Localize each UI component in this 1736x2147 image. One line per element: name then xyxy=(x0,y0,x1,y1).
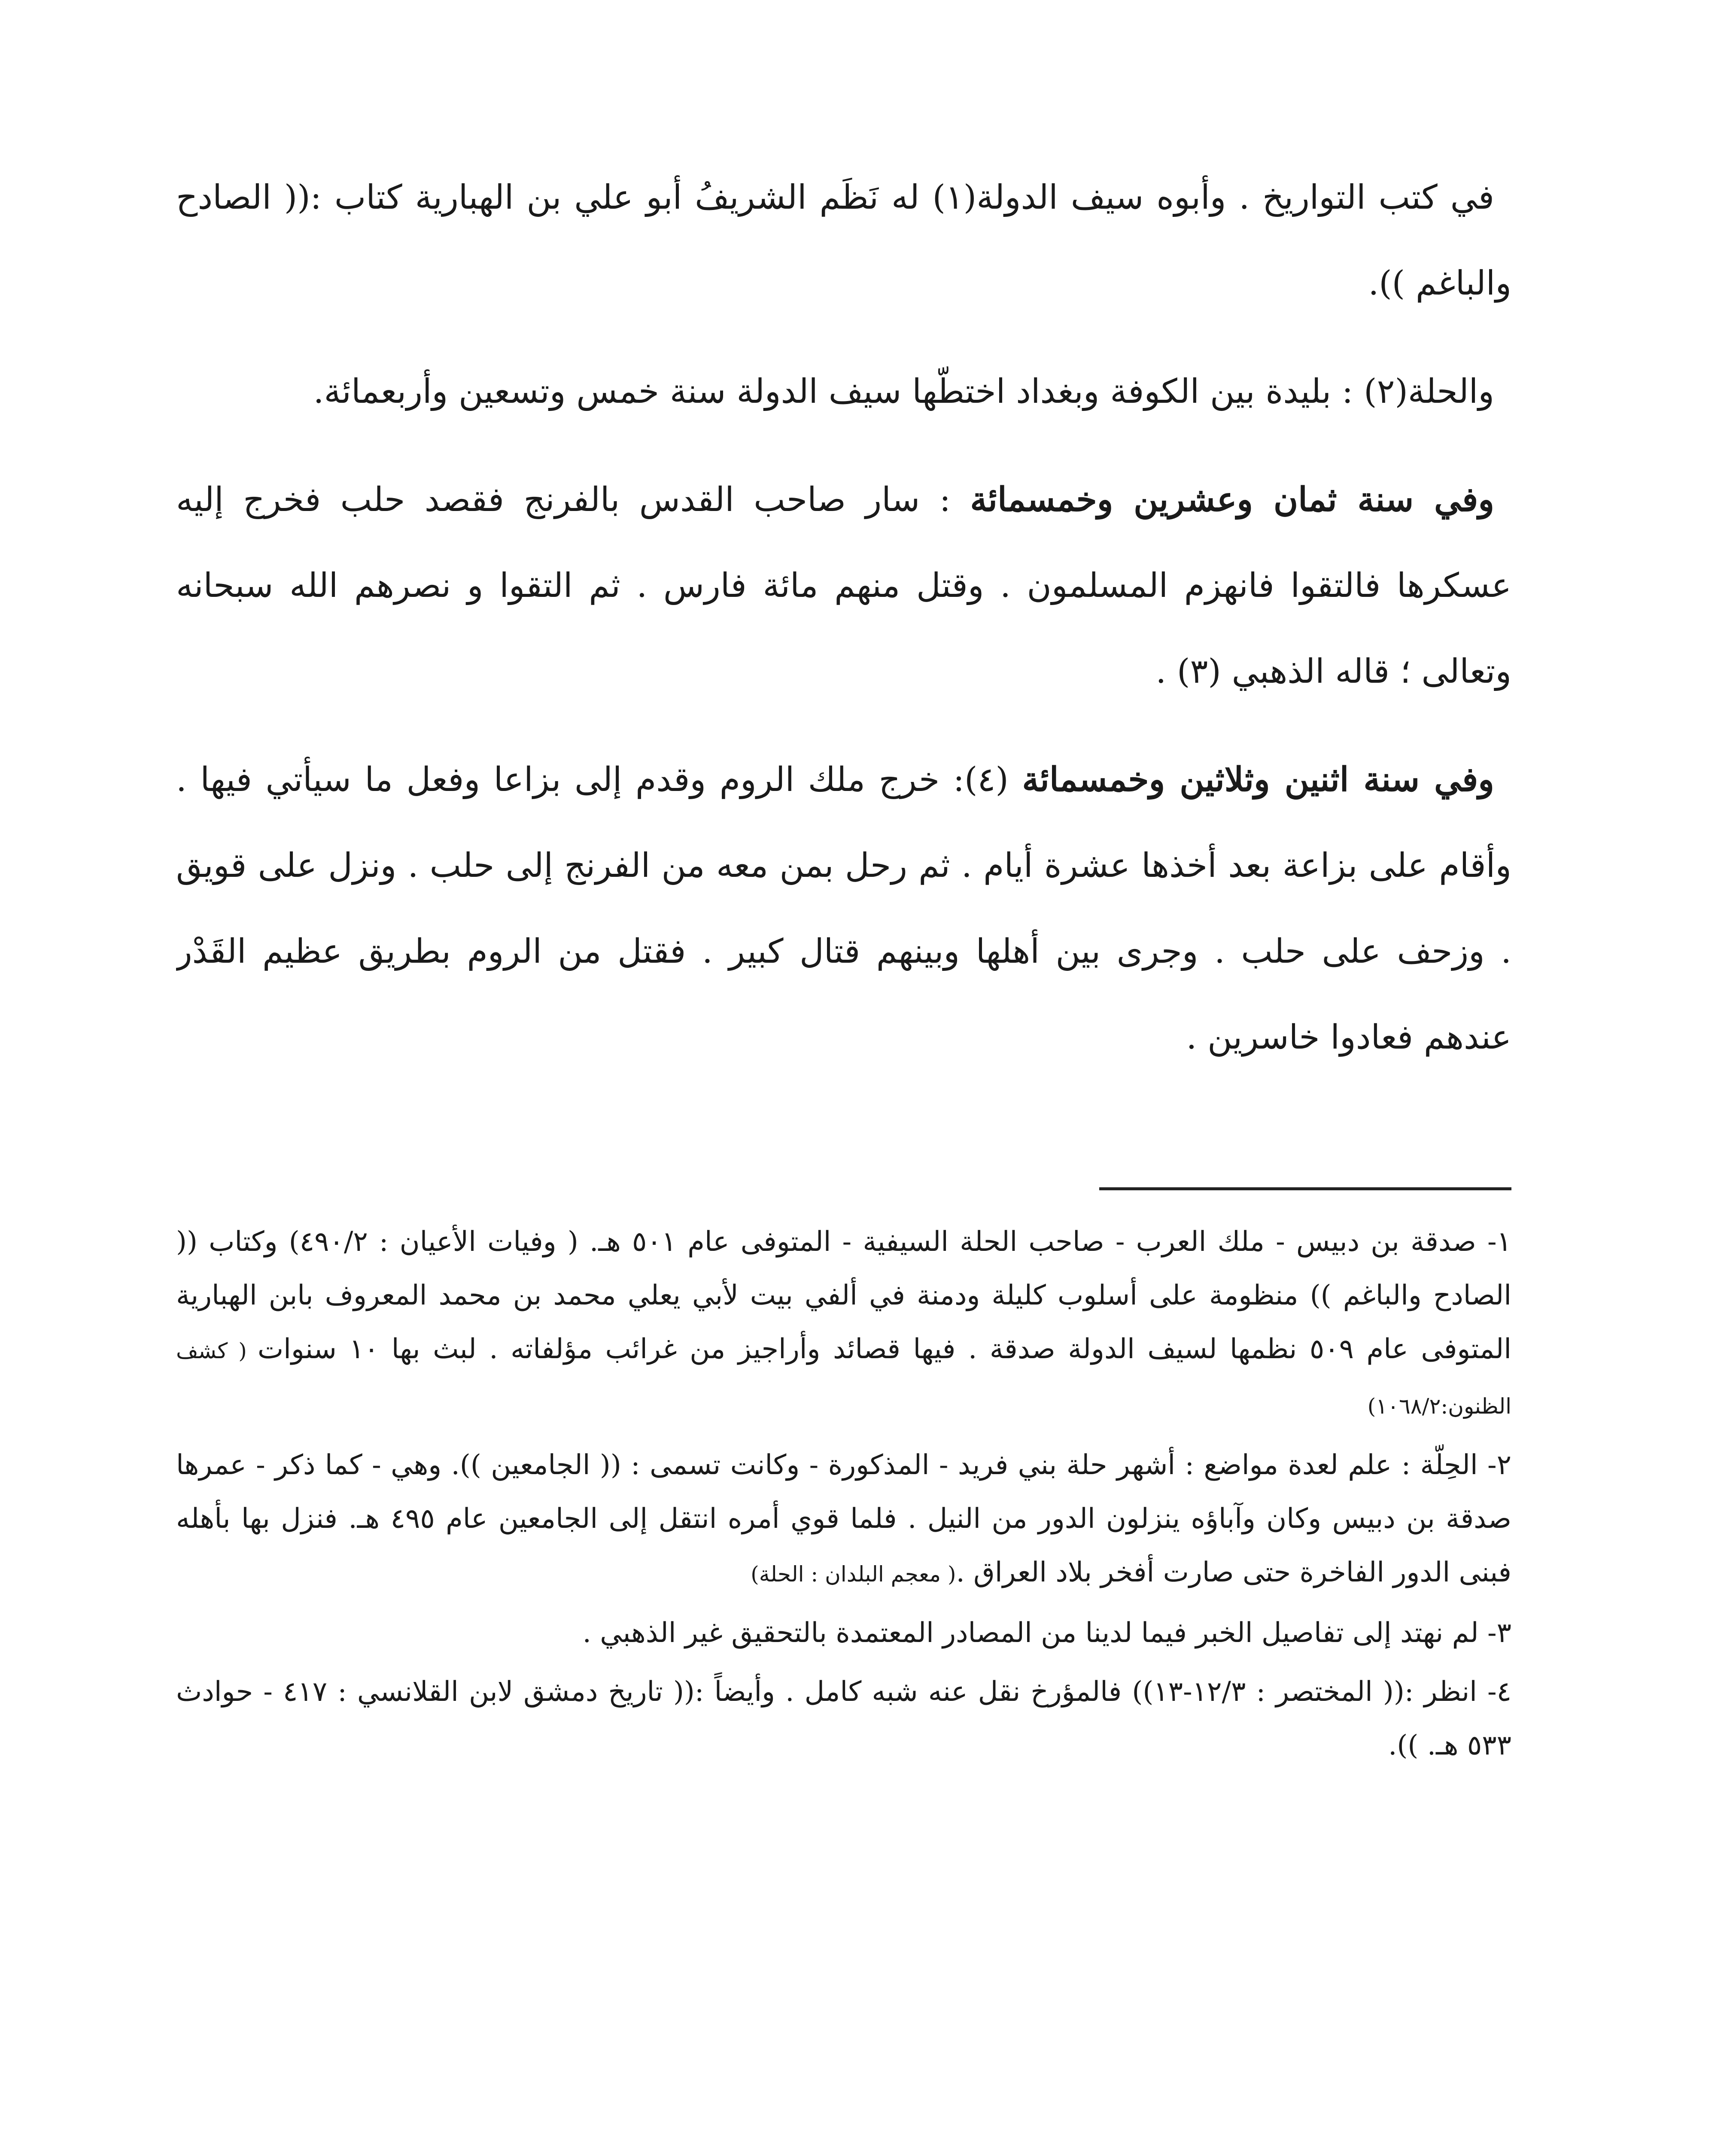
footnote-4-text: ٤- انظر :(( المختصر : ١٢/٣-١٣)) فالمؤرخ نقل عنه شبه كامل . وأيضاً :(( تاريخ دمشق لابن القلانسي : ٤١٧ - حوادث ٥٣٣ هـ. )). xyxy=(176,1676,1511,1761)
footnote-4 xyxy=(176,1665,1511,1773)
footnote-1 xyxy=(176,1215,1511,1433)
footnote-3-text: ٣- لم نهتد إلى تفاصيل الخبر فيما لدينا من المصادر المعتمدة بالتحقيق غير الذهبي . xyxy=(582,1617,1511,1649)
footnotes-block xyxy=(176,1215,1511,1778)
paragraph-2-text: والحلة(٢) : بليدة بين الكوفة وبغداد اختطّها سيف الدولة سنة خمس وتسعين وأربعمائة. xyxy=(313,372,1494,411)
paragraph-1 xyxy=(176,155,1511,326)
footnote-3 xyxy=(176,1606,1511,1660)
paragraph-2 xyxy=(176,349,1511,435)
footnote-2 xyxy=(176,1438,1511,1601)
paragraph-4 xyxy=(176,737,1511,1080)
footnote-1-reference: ( كشف الظنون:١٠٦٨/٢) xyxy=(176,1338,1511,1419)
footnote-2-text: ٢- الحِلّة : علم لعدة مواضع : أشهر حلة بني فريد - المذكورة - وكانت تسمى : (( الجامعين )). وهي - كما ذكر - عمرها صدقة بن دبيس وكان وآباؤه ينزلون الدور من النيل . فلما قوي أمره انتقل إلى الجامعين عام ٤٩٥ هـ. فنزل بها بأهله فبنى الدور الفاخرة حتى صارت أفخر بلاد العراق . xyxy=(176,1449,1511,1588)
footnote-1-text: ١- صدقة بن دبيس - ملك العرب - صاحب الحلة السيفية - المتوفى عام ٥٠١ هـ. ( وفيات الأعيان : ٤٩٠/٢) وكتاب (( الصادح والباغم )) منظومة على أسلوب كليلة ودمنة في ألفي بيت لأبي يعلي محمد بن محمد المعروف بابن الهبارية المتوفى عام ٥٠٩ نظمها لسيف الدولة صدقة . فيها قصائد وأراجيز من غرائب مؤلفاته . لبث بها ١٠ سنوات xyxy=(176,1226,1511,1365)
footnote-2-reference: ( معجم البلدان : الحلة) xyxy=(751,1562,956,1587)
paragraph-3-text: : سار صاحب القدس بالفرنج فقصد حلب فخرج إليه عسكرها فالتقوا فانهزم المسلمون . وقتل منهم مائة فارس . ثم التقوا و نصرهم الله سبحانه وتعالى ؛ قاله الذهبي (٣) . xyxy=(176,480,1511,691)
year-heading-528: وفي سنة ثمان وعشرين وخمسمائة xyxy=(970,480,1494,519)
main-text-block xyxy=(176,155,1511,1103)
paragraph-1-text: في كتب التواريخ . وأبوه سيف الدولة(١) له نَظَم الشريفُ أبو علي بن الهبارية كتاب :(( الصادح والباغم )). xyxy=(176,178,1511,303)
footnote-divider xyxy=(1099,1187,1511,1190)
paragraph-4-text: (٤): خرج ملك الروم وقدم إلى بزاعا وفعل ما سيأتي فيها . وأقام على بزاعة بعد أخذها عشرة أيام . ثم رحل بمن معه من الفرنج إلى حلب . ونزل على قويق . وزحف على حلب . وجرى بين أهلها وبينهم قتال كبير . فقتل من الروم بطريق عظيم القَدْر عندهم فعادوا خاسرين . xyxy=(176,760,1511,1057)
paragraph-3 xyxy=(176,457,1511,715)
year-heading-532: وفي سنة اثنين وثلاثين وخمسمائة xyxy=(1022,760,1494,799)
